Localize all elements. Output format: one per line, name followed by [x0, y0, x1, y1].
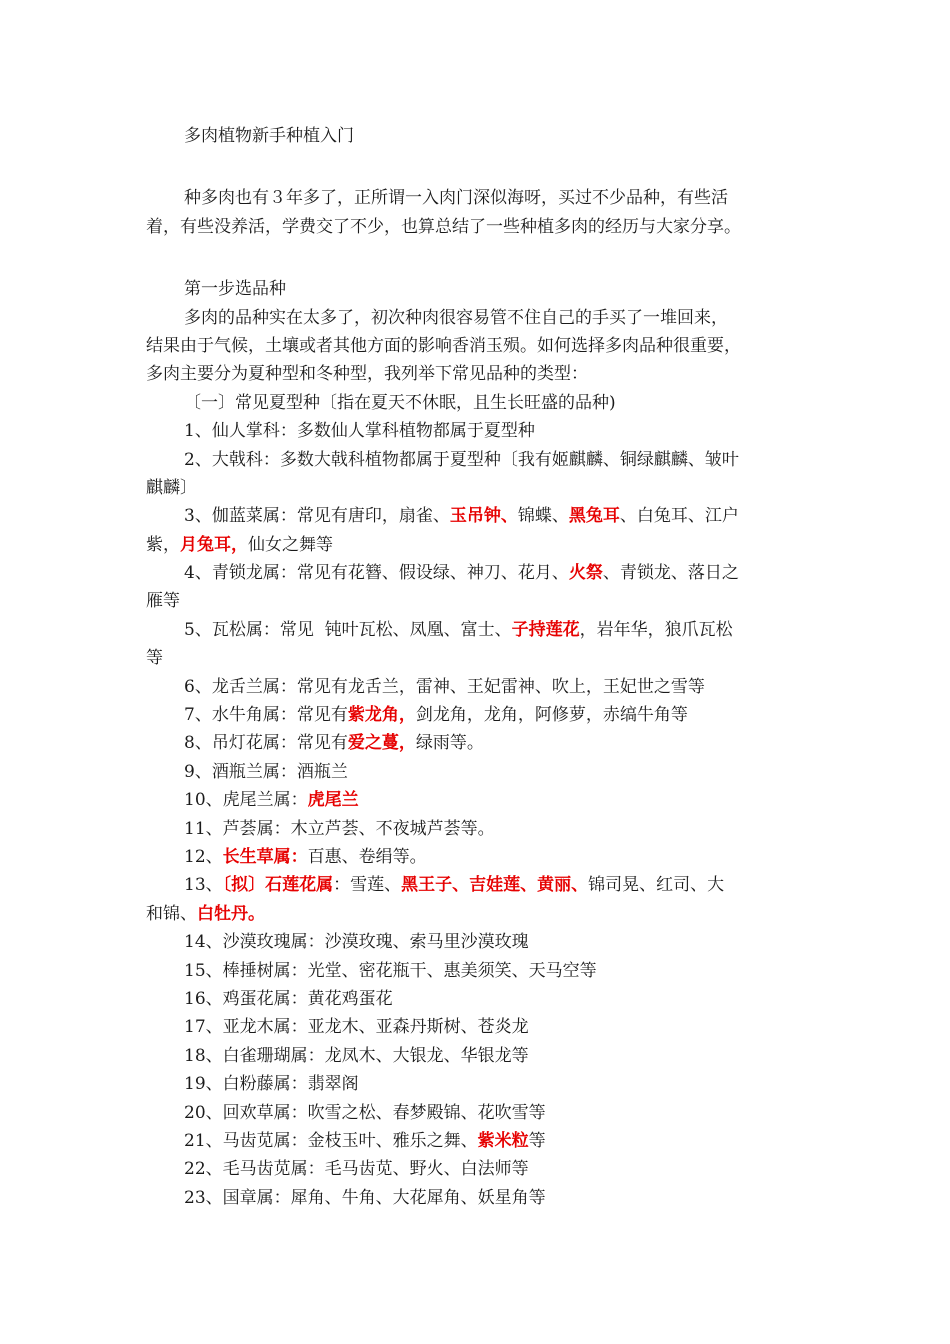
list-item-text: 锦司晃、红司、大	[588, 875, 725, 896]
list-item-9: 9、酒瓶兰属：酒瓶兰	[184, 761, 348, 782]
list-item-13-line-2	[146, 900, 810, 928]
list-item-text: 等	[528, 1130, 546, 1151]
list-item-18: 18、白雀珊瑚属：龙凤木、大银龙、华银龙等	[184, 1045, 529, 1066]
subheading-summer-type: 〔一〕常见夏型种〔指在夏天不休眠，且生长旺盛的品种)	[184, 392, 616, 413]
list-item-20: 20、回欢草属：吹雪之松、春梦殿锦、花吹雪等	[184, 1102, 546, 1123]
list-item-text: 21、马齿苋属：金枝玉叶、雅乐之舞、	[184, 1130, 478, 1151]
section-heading: 第一步选品种	[184, 279, 286, 300]
document-body	[146, 122, 810, 1212]
list-item-6: 6、龙舌兰属：常见有龙舌兰，雷神、王妃雷神、吹上，王妃世之雪等	[184, 676, 705, 697]
list-item-text: 和锦、	[146, 903, 197, 924]
list-item-11: 11、芦荟属：木立芦荟、不夜城芦荟等。	[184, 818, 495, 839]
list-item-1: 1、仙人掌科：多数仙人掌科植物都属于夏型种	[184, 421, 535, 442]
list-item-13-line-1	[146, 871, 810, 899]
list-item-text: 4、青锁龙属：常见有花簪、假设绿、神刀、花月、	[184, 563, 569, 584]
highlight-text: 黑兔耳	[568, 506, 620, 527]
list-item-2-line-1: 2、大戟科：多数大戟科植物都属于夏型种〔我有姬麒麟、铜绿麒麟、皱叶	[184, 449, 739, 470]
list-item-text: 13、	[184, 875, 223, 896]
list-item-21	[146, 1127, 810, 1155]
list-item-text: 7、水牛角属：常见有	[184, 705, 348, 726]
document-title: 多肉植物新手种植入门	[184, 126, 354, 146]
section-paragraph-line-2: 结果由于气候，土壤或者其他方面的影响香消玉殒。如何选择多肉品种很重要，	[146, 335, 741, 356]
list-item-text: 5、瓦松属：常见 钝叶瓦松、凤凰、富士、	[184, 619, 512, 640]
list-item-text: 3、伽蓝菜属：常见有唐印，扇雀、	[184, 506, 450, 527]
list-item-14: 14、沙漠玫瑰属：沙漠玫瑰、索马里沙漠玫瑰	[184, 932, 529, 953]
highlight-text: 紫米粒	[477, 1130, 529, 1151]
list-item-7	[146, 701, 810, 729]
section-paragraph-line-3: 多肉主要分为夏种型和冬种型，我列举下常见品种的类型：	[146, 364, 588, 385]
list-item-text: 12、	[184, 846, 223, 867]
highlight-text: 火祭	[568, 563, 603, 584]
highlight-text: 子持莲花	[511, 619, 580, 640]
list-item-3-line-1	[146, 502, 810, 530]
highlight-text: 爱之蔓，	[347, 733, 416, 754]
list-item-4-line-2: 雁等	[146, 591, 180, 612]
highlight-text: 玉吊钟、	[449, 506, 518, 527]
list-item-text: 、青锁龙、落日之	[602, 563, 739, 584]
list-item-19: 19、白粉藤属：翡翠阁	[184, 1074, 359, 1095]
list-item-text: 锦蝶、	[517, 506, 569, 527]
list-item-text: 10、虎尾兰属：	[184, 790, 308, 811]
list-item-5-line-2: 等	[146, 648, 163, 669]
highlight-text: 虎尾兰	[307, 790, 359, 811]
list-item-text: 仙女之舞等	[248, 534, 333, 555]
list-item-text: 8、吊灯花属：常见有	[184, 733, 348, 754]
highlight-text: 白牡丹。	[197, 903, 265, 924]
list-item-23: 23、国章属：犀角、牛角、大花犀角、妖星角等	[184, 1187, 546, 1208]
list-item-text: 剑龙角，龙角，阿修萝，赤缟牛角等	[415, 705, 688, 726]
intro-line-1: 种多肉也有３年多了，正所谓一入肉门深似海呀，买过不少品种，有些活	[184, 188, 728, 209]
list-item-text: 绿雨等。	[415, 733, 484, 754]
list-item-text: 、白兔耳、江户	[619, 506, 739, 527]
list-item-text: ，岩年华，狼爪瓦松	[579, 619, 733, 640]
list-item-3-line-2	[146, 531, 810, 559]
list-item-4-line-1	[146, 559, 810, 587]
highlight-text: 〔拟〕石莲花属	[222, 875, 334, 896]
list-item-text: ：雪莲、	[333, 875, 402, 896]
highlight-text: 月兔耳，	[180, 534, 248, 555]
list-item-text: 紫，	[146, 534, 180, 555]
list-item-10	[146, 786, 810, 814]
list-item-12	[146, 843, 810, 871]
list-item-text: 百惠、卷绢等。	[307, 846, 427, 867]
list-item-8	[146, 729, 810, 757]
list-item-2-line-2: 麒麟〕	[146, 477, 197, 498]
list-item-17: 17、亚龙木属：亚龙木、亚森丹斯树、苍炎龙	[184, 1017, 529, 1038]
section-paragraph-line-1: 多肉的品种实在太多了，初次种肉很容易管不住自己的手买了一堆回来，	[184, 307, 728, 328]
highlight-text: 紫龙角，	[347, 705, 416, 726]
highlight-text: 黑王子、吉娃莲、黄丽、	[401, 875, 589, 896]
list-item-22: 22、毛马齿苋属：毛马齿苋、野火、白法师等	[184, 1159, 529, 1180]
list-item-5-line-1	[146, 616, 810, 644]
highlight-text: 长生草属：	[222, 846, 308, 867]
list-item-16: 16、鸡蛋花属：黄花鸡蛋花	[184, 988, 393, 1009]
intro-line-2: 着，有些没养活，学费交了不少，也算总结了一些种植多肉的经历与大家分享。	[146, 216, 741, 237]
list-item-15: 15、棒捶树属：光堂、密花瓶干、惠美须笑、天马空等	[184, 960, 597, 981]
